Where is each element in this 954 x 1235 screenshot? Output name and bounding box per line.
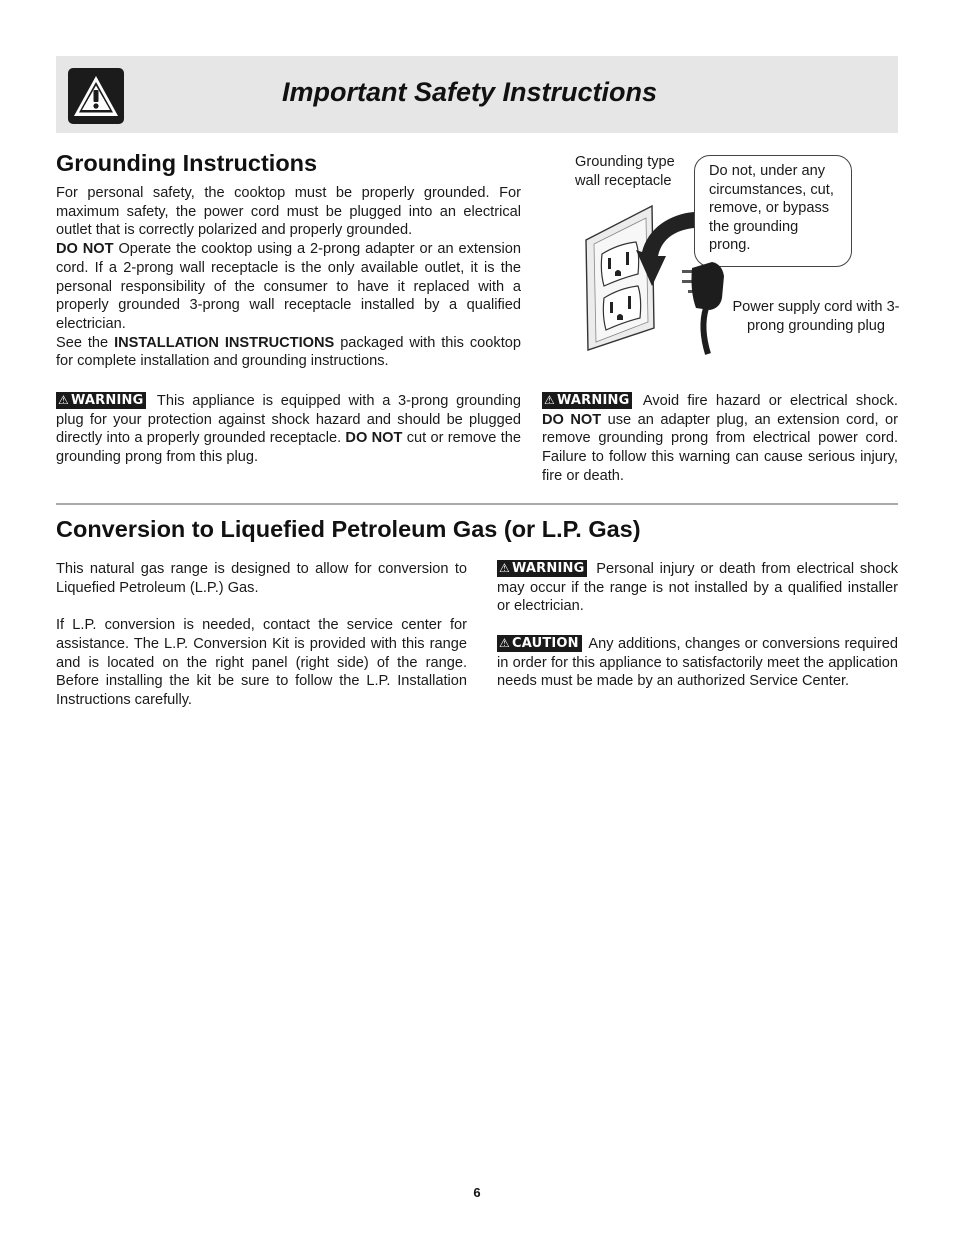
page-title: Important Safety Instructions	[282, 77, 658, 107]
warning-badge-label: WARNING	[511, 561, 585, 576]
grounding-warning-2	[542, 392, 898, 486]
conversion-warning	[497, 560, 898, 616]
callout-bubble: Do not, under any circumstances, cut, remove, or bypass the grounding prong.	[694, 155, 852, 267]
grounding-paragraph-1: For personal safety, the cooktop must be properly grounded. For maximum safety, the power cord must be plugged into an electrical outlet that is correctly polarized and properly grounded.	[56, 185, 521, 239]
conversion-caution	[497, 635, 898, 691]
section-divider	[56, 503, 898, 505]
warning-badge	[56, 392, 146, 409]
conversion-warning-text: Personal injury or death from electrical shock may occur if the range is not installed by a qualified installer or electrician.	[497, 561, 898, 615]
conversion-body	[56, 560, 467, 710]
conversion-heading: Conversion to Liquefied Petroleum Gas (or L.P. Gas)	[56, 516, 641, 542]
grounding-paragraph-3-pre: See the	[56, 334, 115, 351]
page-number: 6	[473, 1185, 481, 1200]
caution-badge	[497, 635, 582, 652]
warning-badge-label: WARNING	[70, 393, 144, 408]
grounding-warning-1	[56, 392, 521, 467]
caution-badge-label: CAUTION	[511, 635, 579, 651]
grounding-paragraph-2-text: Operate the cooktop using a 2-prong adapter or an extension cord. If a 2-prong wall receptacle is the only available outlet, it is the personal responsibility of the consumer to have it replaced with a properly grounded 3-prong wall receptacle installed by a qualified electrician.	[56, 241, 521, 332]
plug-icon	[692, 262, 725, 310]
cord-label: Power supply cord with 3-prong grounding plug	[732, 299, 900, 334]
conversion-paragraph-2: If L.P. conversion is needed, contact the service center for assistance. The L.P. Conversion Kit is provided with this range and is located on the right panel (right side) of the range. Before installing the kit be sure to follow the L.P. Installation Instructions carefully.	[56, 617, 467, 708]
grounding-paragraph-2	[56, 240, 521, 334]
grounding-paragraph-3-text: packaged with this cooktop for complete installation and grounding instructions.	[56, 334, 521, 370]
grounding-heading: Grounding Instructions	[56, 150, 318, 176]
warning-1-text: This appliance is equipped with a 3-prong grounding plug for your protection against shock hazard and should be plugged directly into a properly grounded receptacle.	[56, 393, 521, 447]
warning-triangle-icon	[68, 68, 124, 124]
warning-triangle-icon: ⚠	[544, 393, 555, 407]
warning-badge	[497, 560, 587, 577]
grounding-body	[56, 184, 521, 371]
conversion-caution-text: Any additions, changes or conversions required in order for this appliance to satisfactorily meet the application needs must be made by an authorized Service Center.	[497, 635, 898, 690]
warning-triangle-icon: ⚠	[58, 393, 69, 407]
conversion-paragraph-1: This natural gas range is designed to allow for conversion to Liquefied Petroleum (L.P.) Gas.	[56, 561, 467, 596]
grounding-plug-illustration	[570, 190, 730, 360]
warning-2-text: Avoid fire hazard or electrical shock.	[635, 393, 898, 409]
grounding-paragraph-3	[56, 334, 521, 371]
warning-1-bold: DO NOT	[345, 430, 403, 447]
warning-2-bold: DO NOT	[542, 411, 602, 428]
do-not-bold: DO NOT	[56, 241, 114, 258]
installation-instructions-bold: INSTALLATION INSTRUCTIONS	[114, 334, 335, 351]
receptacle-label: Grounding type wall receptacle	[575, 154, 675, 189]
caution-triangle-icon: ⚠	[499, 635, 510, 650]
warning-badge-label: WARNING	[556, 393, 630, 408]
warning-triangle-icon: ⚠	[499, 561, 510, 575]
warning-1-rest: cut or remove the grounding prong from this plug.	[56, 430, 521, 466]
warning-badge	[542, 392, 632, 409]
title-banner	[56, 56, 898, 133]
warning-2-rest: use an adapter plug, an extension cord, or remove grounding prong from electrical power cord. Failure to follow this warning can cause serious injury, fire or death.	[542, 411, 898, 484]
conversion-notices	[497, 560, 898, 691]
